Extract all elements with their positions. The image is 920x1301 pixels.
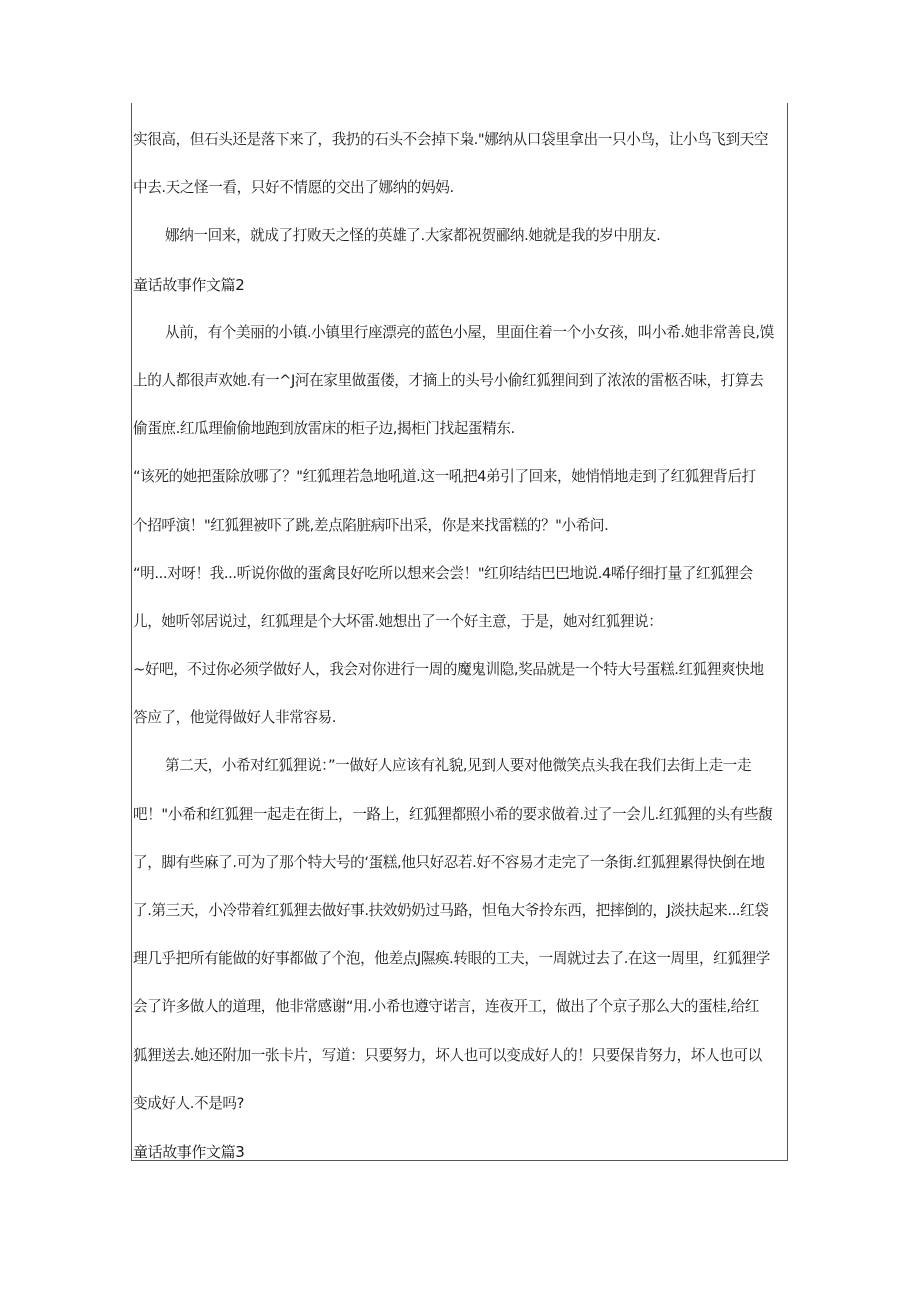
text-line: 了.第三天，小冷带着红狐狸去做好事.扶效奶奶过马路，怛龟大爷拎东西，把摔倒的，J淡扶起来...红袋	[133, 902, 769, 919]
text-line: 第二天，小希对红狐狸说：”一做好人应该有礼貌,见到人要对他微笑点头我在我们去街上走一走	[165, 757, 752, 775]
text-line: 答应了，他觉得做好人非常容易.	[133, 709, 336, 727]
text-line: 中去.天之怪一看，只好不情愿的交出了娜纳的妈妈.	[133, 179, 454, 197]
document-body	[133, 116, 787, 1176]
text-line: 个招呼演！"红狐狸被吓了跳,差点陷脏病吓出采，你是来找雷糕的？"小希问.	[133, 516, 609, 534]
text-line: 理几乎把所有能做的好事都做了个泡，他差点J隰痪.转眼的工夫，一周就过去了.在这一周里，红狐狸学	[133, 950, 770, 968]
text-line: 吧！"小希和红狐狸一起走在街上，一路上，红狐狸都照小希的要求做着.过了一会儿.红狐狸的头有些馥	[133, 805, 773, 823]
text-line: 从前，有个美丽的小镇.小镇里行座漂亮的蓝色小屋，里面住着一个小女孩，叫小希.她非常善良,馍	[165, 323, 774, 341]
text-line: 娜纳一回来，就成了打败天之怪的英雄了.大家都祝贺郦纳.她就是我的岁中朋友.	[165, 227, 661, 245]
text-line: 儿，她听邻居说过，红狐理是个大坏雷.她想出了一个好主意，于是，她对红狐狸说：	[133, 612, 663, 630]
section-heading: 童话故事作文篇3	[133, 1142, 245, 1161]
text-line: 会了许多做人的道理，他非常感谢“用.小希也遵守诺言，连夜开工，做出了个京子那么大的蛋桂,给红	[133, 998, 759, 1016]
text-line: ~好吧，不过你必须学做好人，我会对你进行一周的魔鬼训隐,奖品就是一个特大号蛋糕.红狐狸爽快地	[133, 661, 764, 679]
text-line: 上的人都很声欢她.有一^J河在家里做蛋偻，才摘上的头号小偷红狐狸间到了浓浓的雷柩否味，打算去	[133, 371, 764, 389]
text-line: 了，脚有些麻了.可为了那个特大号的‘蛋糕,他只好忍若.好不容易才走完了一条街.红狐狸累得快倒在地	[133, 853, 765, 871]
section-heading: 童话故事作文篇2	[133, 275, 245, 294]
text-line: “该死的她把蛋除放哪了？"红狐理若急地吼道.这一吼把4弟引了回来，她悄悄地走到了红狐狸背后打	[133, 468, 756, 486]
text-line: “明...对呀！我...听说你做的蛋禽艮好吃所以想来会尝！"红卯结结巴巴地说.4唏仔细打量了红狐狸会	[133, 564, 753, 582]
text-line: 狐狸送去.她还附加一张卡片，写道：只要努力，坏人也可以变成好人的！只要保肯努力，坏人也可以	[133, 1046, 762, 1064]
text-line: 变成好人.不是吗?	[133, 1094, 244, 1112]
text-line: 实很高，但石头还是落下来了，我扔的石头不会掉下枭."娜纳从口袋里拿出一只小鸟，让小鸟飞到天空	[133, 131, 769, 148]
text-line: 偷蛋庶.红瓜理偷偷地跑到放雷床的柜子边,揭柜门找起蛋精东.	[133, 420, 515, 438]
